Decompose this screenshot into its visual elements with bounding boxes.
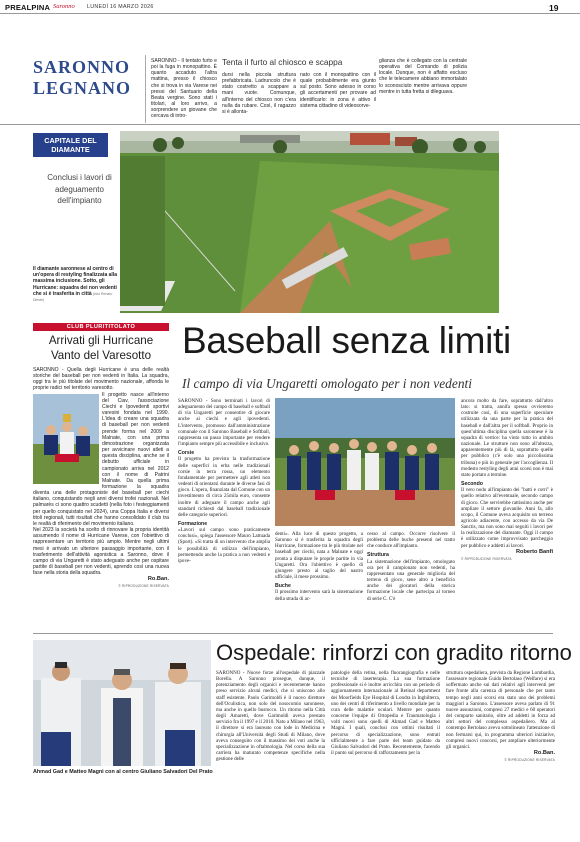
main-col-1-p3: «Lavori sul campo sono praticamente conclusi», spiega l'assessore Mauro Lattuada (Sport). «Si tratta di un intervento che amplia le possibilità di utilizzo dell'impianto, permettendo anche la pratica a non vedenti e ipove- <box>178 527 270 564</box>
main-col-3 <box>367 531 455 628</box>
masthead <box>33 57 158 99</box>
sidebar-rights: © RIPRODUZIONE RISERVATA <box>118 584 169 589</box>
brief-col-3: nato con il monopattino con il quale probabilmente era giunto sul posto. Sono adesso in corso gli accertamenti per provare ad identificarlo: in zona è attivo il sistema cittadino di videosorve- <box>300 72 376 109</box>
hospital-divider <box>33 633 553 634</box>
kicker-summary: Conclusi i lavori di adeguamento dell'impianto <box>47 173 112 205</box>
section-name: Saronno <box>53 3 75 10</box>
masthead-line-2: LEGNANO <box>33 78 132 98</box>
main-signature: Roberto Banfi <box>516 548 553 555</box>
main-col-2-p2: Il prossimo intervento sarà la sistemazione della strada di ac- <box>275 589 363 602</box>
stadium-aerial-photo <box>120 131 499 313</box>
sidebar-paragraph-3: Nel 2023 la società ha scelto di rinnovare la propria identità assumendo il nome di Hurricane Varese, con l'obiettivo di rappresentare un territorio più ampio. Mentre negli ultimi mesi è arrivato un ulteriore passaggio importante, con il trasferimento dell'attività agonistica a Saronno, dove il campo di via Ungaretti è stato adeguato anche per ospitare partite di baseball per non vedenti, aprendo così una nuova fase nella storia della squadra. <box>33 527 169 577</box>
hospital-col-1: SARONNO - Nuove forze all'ospedale di piazzale Borella. A Saronno prosegue, dunque, il potenziamento degli organici e recentemente hanno preso servizio alcuni medici, che si uniscono allo staff esistente. Paolo Garimoldi è il nuovo direttore dell'Oculistica, non solo del nosocomio saronnese, ma anche in quello bustocco. Un ritorno nella Città degli Amaretti, dove Garimoldi aveva prestato servizio fra il 1997 e il 2010. Nato a Milano nel 1963, il direttore si era laureato con lode in Medicina e chirurgia all'Università degli Studi di Milano, dove aveva conseguito con il massimo dei voti anche la specializzazione in oftalmologia. Nel corso della sua carriera ha maturato competenze specifiche nella gestione delle <box>216 670 325 763</box>
brief-col-1: SARONNO - Il tentato furto e poi la fuga in monopattino. È quanto accaduto l'altra mattina, presso il chiosco che si trova in via Varese nei pressi del Santuario della Beata vergine. Sono stati i titolari, al loro arrivo, a sorprendere un giovane che cercava di intro- <box>151 58 217 120</box>
aerial-caption-text: Il diamante saronnese al centro di un'opera di restyling finalizzata alla massima inclusione. Sotto, gli Hurricane: squadra dei non vedenti che si è trasferita in città <box>33 266 117 297</box>
hospital-rights: © RIPRODUZIONE RISERVATA <box>504 758 555 763</box>
main-lead: SARONNO - Sono terminati i lavori di adeguamento del campo di baseball e softball di via Ungaretti per consentire di giocare anche ai ciechi e agli ipovedenti. L'intervento, promosso dall'amministrazione comunale con il Saronno Baseball e Softball, rappresenta un passo importante per rendere l'impianto sempre più accessibile e inclusivo. <box>178 398 270 448</box>
hospital-signature: Ro.Ban. <box>533 750 555 757</box>
main-col-4-p2: Il vero nodo all'impianto dei "batti e corri" è quello relativo all'eventuale, secondo campo di gioco. Che servirebbe rattissimo anche per ampliare il settore giovanile. Anni fa, allo scopo, il Comune aveva acquisito un terreno agricolo adiacente, con accesso da via De Sanctis, ma non sono mai seguiti i lavori per la realizzazione del diamante. Oggi il campo è utilizzato come improvvisato parcheggio per pubblico e addetti ai lavori. <box>461 487 553 549</box>
sidebar-paragraph-2: Il progetto nasce all'interno del Ciav, l'associazione Ciechi e Ipovedenti sportivi varesini fondata nel 1990. L'idea di creare una squadra di baseball per non vedenti prende forma nel 2009 a Malnate, con una prima dimostrazione organizzata per avvicinare nuovi atleti a questa disciplina, anche se il debutto ufficiale in campionato arriva nel 2012 con il nome di Patrini Malnate. Da quella prima formazione la squadra diventa una delle protagoniste del baseball per ciechi italiano, conquistando negli anni diversi trofei nazionali. Nel palmarès ci sono quattro scudetti (nella foto i festeggiamenti per quello conquistato nel 2024), una Coppa Italia e diversi titoli regionali, tutti risultati che hanno consolidato il club tra le realtà di riferimento del movimento italiano. <box>33 391 169 527</box>
main-sub-struttura: Struttura <box>367 552 389 559</box>
hospital-col-3-p1: struttura ospedaliera, prevista da Regione Lombardia, l'assessore regionale Guido Bertolaso (Welfare) si era soffermato anche sui dati relativi agli interventi per fare fronte alla carenza di personale che per tanto tempo negli anni scorsi era stato uno dei problemi maggiori a Saronno. L'assessore aveva parlato di 91 nuove assunzioni, compresi 27 medici e 60 operatori del comparto sanitario, oltre ad addetti in forza ad altri settori del complesso ospedaliero. Ma al contempo Bertolaso aveva sottolineato l'attenzione di non fermarsi qui, in programma ulteriori iniziative, compresi nuovi concorsi, per ampliare ulteriormente gli organici. <box>446 670 555 750</box>
main-sub-buche: Buche <box>275 583 291 590</box>
sidebar-tag: CLUB PLURITITOLATO <box>33 323 169 331</box>
main-sub-secondo: Secondo <box>461 481 483 488</box>
doctors-photo <box>33 640 211 766</box>
main-col-3-p1: cesso al campo. Occorre risolvere il problema delle buche presenti nel tratto che conduce all'impianto. <box>367 531 455 550</box>
brief-col-4: glianza che è collegato con la centrale operativa del Comando di polizia locale. Dunque, non è affatto escluso che le telecamere abbiano immortalato lo sconosciuto mentre arrivava oppure mentre in tutta fretta si dileguava. <box>379 58 467 95</box>
main-subhead: Il campo di via Ungaretti omologato per i non vedenti <box>182 376 472 391</box>
main-col-1-p2: Il progetto ha previsto la trasformazione delle superfici in erba nelle tradizionali corsie in terra rossa, un elemento fondamentale per permettere agli atleti non vedenti di orientarsi durante le diverse fasi di gioco. L'opera, finanziata dal Comune con un investimento di circa 25mila euro, consente inoltre di adeguare il campo anche agli standard richiesti dal baseball tradizionale delle categorie superiori. <box>178 456 270 518</box>
main-sub-corsie: Corsie <box>178 450 195 457</box>
hospital-headline: Ospedale: rinforzi con gradito ritorno <box>216 640 572 665</box>
issue-date: LUNEDÌ 16 MARZO 2026 <box>87 4 154 10</box>
hurricane-team-photo <box>275 398 455 526</box>
sidebar-title: Arrivati gli Hurricane Vanto del Varesotto <box>48 334 154 362</box>
main-col-3-p2: La sistemazione dell'impianto, omologato ora per il campionato non vedenti, ha rappresentato una generale miglioria del terreno di gioco, sene altro a beneficio anche dei giocatori della storica formazione locale che partecipa al torneo di serie C. C'è <box>367 558 455 602</box>
sidebar-body <box>33 367 169 625</box>
brand-logo: PREALPINA <box>5 3 51 12</box>
doctors-caption: Ahmad Gad e Matteo Magni con al centro Giuliano Salvadori Del Prato <box>33 769 213 775</box>
sidebar-signature: Ro.Ban. <box>147 576 169 583</box>
aerial-photo-credit: (foto Renato Dieste) <box>33 291 113 303</box>
sidebar-paragraph-1: SARONNO - Quella degli Hurricane è una delle realtà storiche del baseball per non vedenti in Italia. La squadra, oggi tra le più titolate del movimento nazionale, affonda le proprie radici nel territorio varesotto. <box>33 367 169 392</box>
aerial-caption <box>33 266 119 303</box>
main-col-2-p1: denti». Alla luce di questo progetto, a Saronno si è trasferita la squadra degli Hurricane, formazione tra le più titolate nel baseball per ciechi, nata a Malnate e oggi pronta a disputare le proprie partite in via Ungaretti. Ora l'obiettivo è quello di giungere presto al taglio del nastro ufficiale, il mese prossimo. <box>275 531 363 581</box>
masthead-divider <box>145 55 146 123</box>
main-headline: Baseball senza limiti <box>182 320 511 361</box>
page-number: 19 <box>549 3 559 13</box>
brief-divider <box>0 124 580 125</box>
hospital-col-3 <box>446 670 555 800</box>
main-sub-formazione: Formazione <box>178 520 208 527</box>
page-header <box>0 0 580 14</box>
hurricane-celebration-photo <box>33 394 99 484</box>
brief-col-2: dursi nella piccola struttura prefabbricata. Ladruncolo che è stato costretto a scappare a mani vuote. Comunque, all'interno del chiosco non c'era nulla da rubare. Così, il ragazzo si è allonta- <box>222 72 296 115</box>
main-col-1 <box>178 398 270 628</box>
main-rights: © RIPRODUZIONE RISERVATA <box>461 556 512 561</box>
main-col-4-p1: ancora molto da fare, soprattutto dall'altro lato: si tratta, annifa spesso ovvieremo costruite così, di una superficie speculare utilizzata da una parte per la pratica del baseball e dall'altra per il softball. Proprio in quest'ultima disciplina quella saronnese è la squadra di vertice: ha vinto tutto in ambito nazionale. Le strutture non sono all'altezza, apparentemente più di là, soprattutto quelle per pubblico (c'è solo una piccolissima tribuna) e più in generale per l'accoglienza. Il modesto restyling degli anni scorsi non è mai stato portato a termine. <box>461 398 553 478</box>
hospital-col-2: patologie della retina, nella fluorangiografia e nelle tecniche di laserterapia. La sua formazione professionale si è inoltre arricchita con un periodo di aggiornamento internazionale al Retinal department dei Moorfields Eye Hospital di Londra in Inghilterra, uno dei centri di riferimento a livello mondiale per la cura delle malattie oculari. Mentre per quanto concerne l'equipe di Ortopedia e Traumatologia i volti nuovi sono quelli di Ahmad Gad e Matteo Magni. I quali, conclusi con ottimi risultati il percorso di specializzazione, sono entrati ufficialmente a fare parte del team guidato da Giuliano Salvadori del Prato. Recentemente, facendo il punto sul percorso di rafforzamento per la <box>331 670 440 757</box>
main-col-4 <box>461 398 553 628</box>
brief-title: Tenta il furto al chiosco e scappa <box>222 57 343 67</box>
main-col-2 <box>275 531 363 628</box>
masthead-line-1: SARONNO <box>33 57 131 77</box>
kicker-label: CAPITALE DEL DIAMANTE <box>33 133 108 157</box>
